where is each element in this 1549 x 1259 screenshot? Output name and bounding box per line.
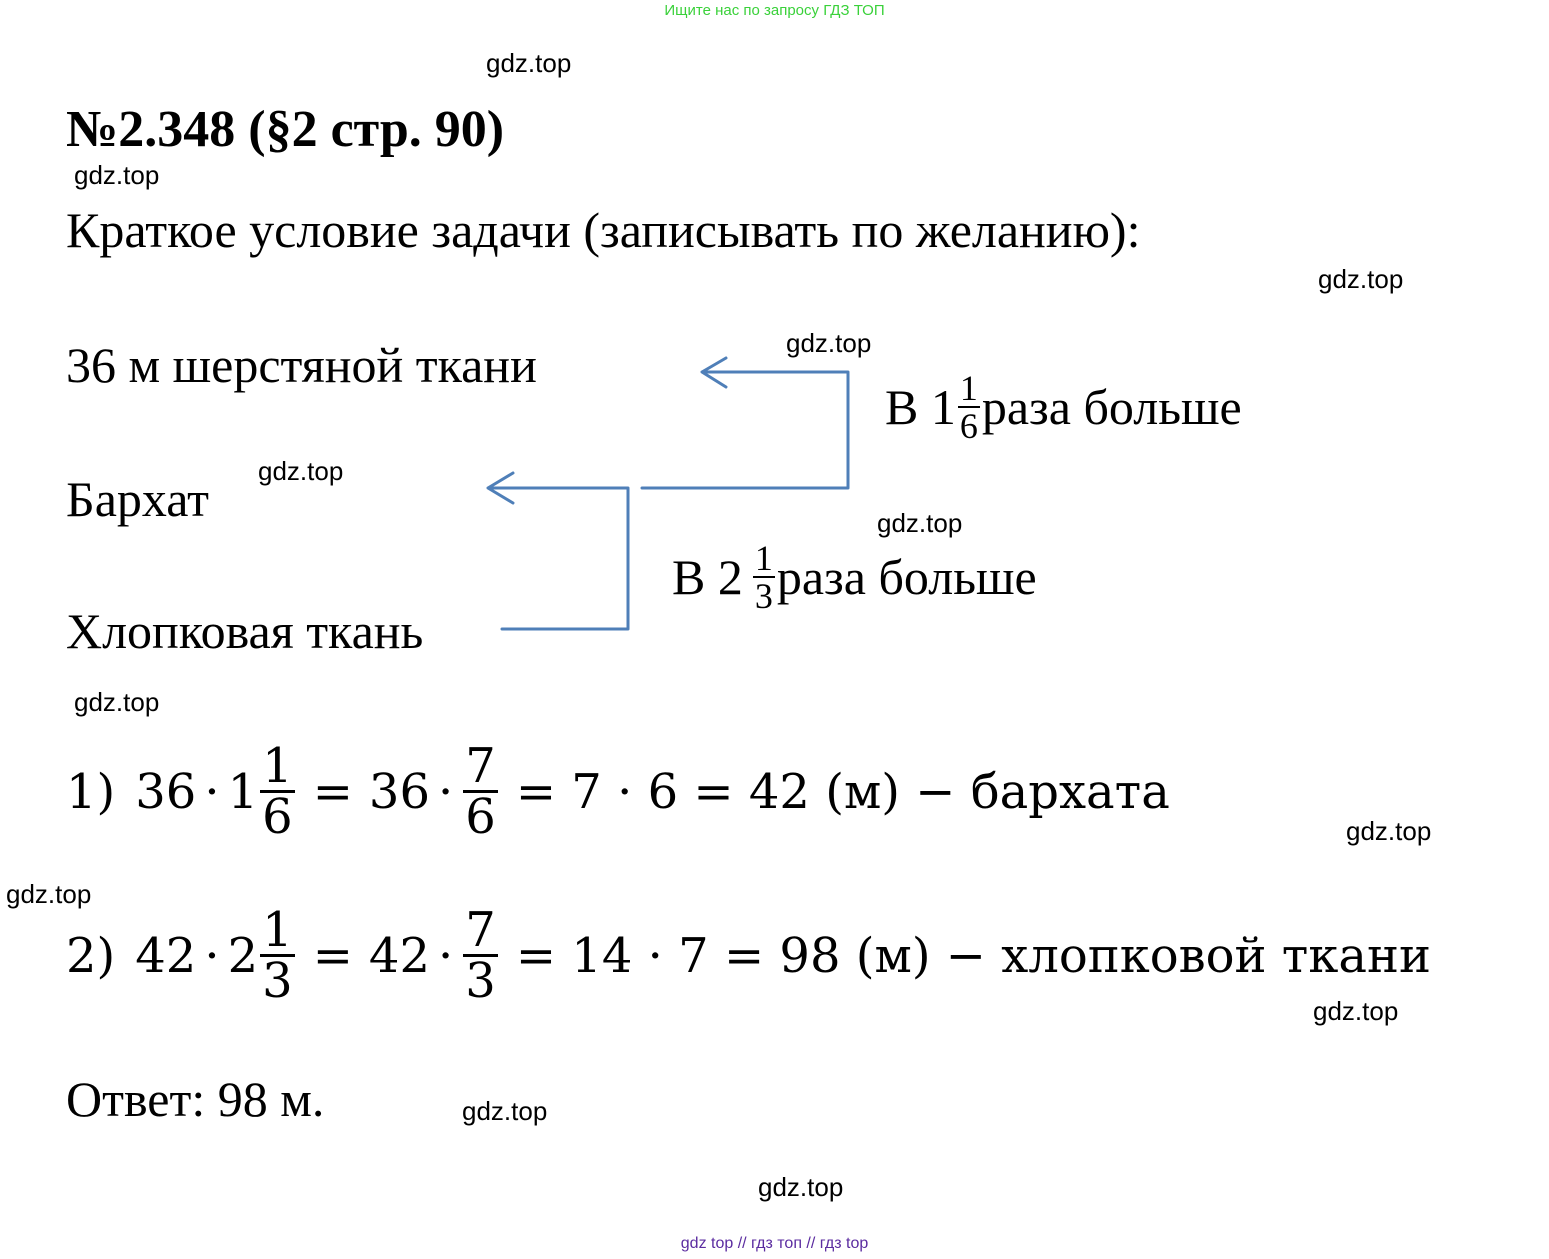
watermark: gdz.top	[1318, 264, 1404, 294]
step-label: 1)	[66, 763, 116, 820]
operand: 42	[135, 927, 197, 984]
operand: 36	[368, 763, 430, 820]
watermark: gdz.top	[486, 48, 572, 78]
answer: Ответ: 98 м.	[66, 1071, 325, 1127]
fraction-denominator: 6	[465, 789, 496, 845]
ratio-1-suffix: раза больше	[981, 379, 1242, 435]
arrow-wool	[642, 358, 848, 488]
whole-part: 1	[227, 763, 259, 820]
fraction-numerator: 1	[754, 538, 773, 578]
arrow-velvet	[488, 473, 628, 629]
improper-fraction	[463, 902, 498, 1009]
wool-label: 36 м шерстяной ткани	[66, 337, 537, 393]
fraction-numerator: 1	[262, 738, 293, 794]
mixed-fraction	[260, 902, 295, 1009]
operand: 42	[368, 927, 430, 984]
multiply-sign: ·	[204, 927, 220, 984]
watermark: gdz.top	[6, 879, 92, 909]
watermark: gdz.top	[758, 1172, 844, 1202]
fraction-denominator: 3	[262, 953, 293, 1009]
multiply-sign: ·	[204, 763, 220, 820]
cotton-label: Хлопковая ткань	[66, 603, 424, 659]
ratio-2-prefix: В 2	[672, 549, 743, 605]
velvet-label: Бархат	[66, 471, 209, 527]
problem-title: №2.348 (§2 стр. 90)	[66, 101, 505, 158]
fraction-numerator: 1	[959, 368, 978, 408]
fraction-numerator: 7	[465, 902, 496, 958]
operand: 36	[135, 763, 197, 820]
step-result: = 14 · 7 = 98 (м) − хлопковой ткани	[515, 927, 1431, 984]
watermark: gdz.top	[1346, 816, 1432, 846]
watermark: gdz.top	[74, 160, 160, 190]
solution-step-2	[66, 902, 1431, 1009]
solution-step-1	[66, 738, 1170, 845]
fraction-denominator: 3	[465, 953, 496, 1009]
ratio-1-prefix: В 1	[885, 379, 956, 435]
multiply-sign: ·	[438, 763, 454, 820]
step-result: = 7 · 6 = 42 (м) − бархата	[515, 763, 1170, 820]
equals-sign: =	[312, 927, 353, 984]
ratio-2-suffix: раза больше	[776, 549, 1037, 605]
fraction-numerator: 1	[262, 902, 293, 958]
condition-heading: Краткое условие задачи (записывать по желанию):	[66, 202, 1141, 258]
equals-sign: =	[312, 763, 353, 820]
watermark: gdz.top	[1313, 996, 1399, 1026]
watermark: gdz.top	[877, 508, 963, 538]
whole-part: 2	[227, 927, 259, 984]
step-label: 2)	[66, 927, 116, 984]
fraction-denominator: 3	[754, 576, 773, 616]
footer-links: gdz top // гдз топ // гдз top	[680, 1235, 869, 1252]
mixed-fraction	[260, 738, 295, 845]
fraction-denominator: 6	[262, 789, 293, 845]
search-banner: Ищите нас по запросу ГДЗ ТОП	[664, 2, 885, 19]
multiply-sign: ·	[438, 927, 454, 984]
watermark: gdz.top	[74, 687, 160, 717]
fraction-numerator: 7	[465, 738, 496, 794]
fraction-denominator: 6	[959, 406, 978, 446]
watermark: gdz.top	[462, 1096, 548, 1126]
watermark: gdz.top	[786, 328, 872, 358]
watermark: gdz.top	[258, 456, 344, 486]
improper-fraction	[463, 738, 498, 845]
